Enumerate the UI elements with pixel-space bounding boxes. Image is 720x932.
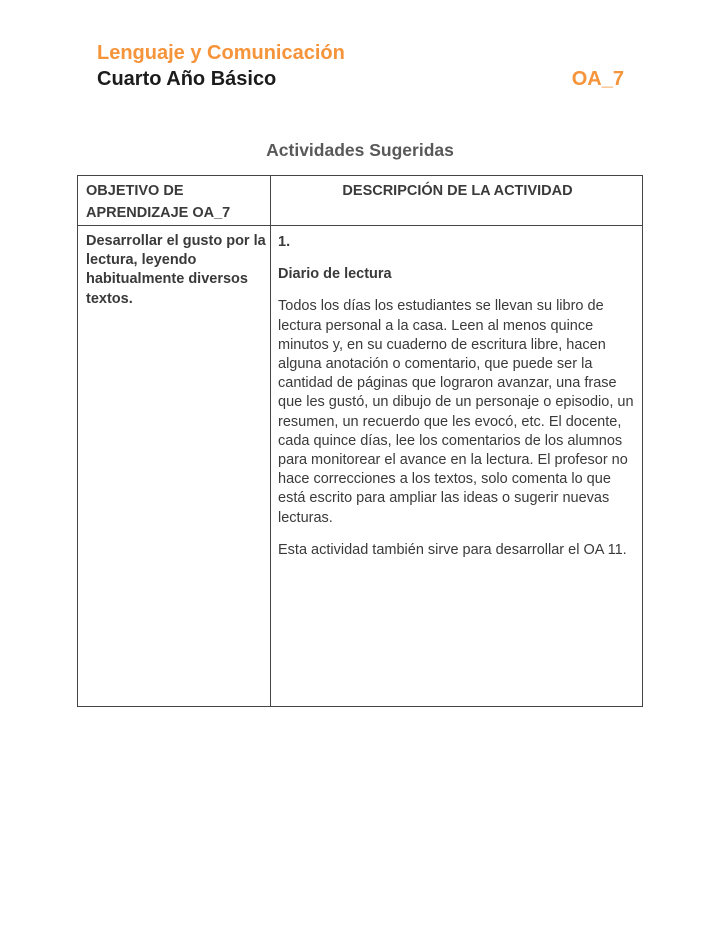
activity-note: Esta actividad también sirve para desarrollar el OA 11. — [278, 541, 627, 558]
document-header — [97, 40, 624, 92]
activity-description: Todos los días los estudiantes se llevan su libro de lectura personal a la casa. Leen al menos quince minutos y, en su cuaderno de escritura libre, hacen alguna anotación o comentario, que puede ser la cantidad de páginas que lograron avanzar, una frase que les gustó, un dibujo de un personaje o episodio, un resumen, un recuerdo que les evocó, etc. El docente, cada quince días, lee los comentarios de los alumnos para monitorear el avance en la lectura. El profesor no hace correcciones a los textos, solo comenta lo que está escrito para ampliar las ideas o sugerir nuevas lecturas. — [278, 298, 634, 526]
column-header-description: DESCRIPCIÓN DE LA ACTIVIDAD — [271, 176, 642, 226]
subject-title: Lenguaje y Comunicación — [97, 42, 345, 64]
activities-table — [77, 175, 643, 707]
objective-text: Desarrollar el gusto por la lectura, leyendo habitualmente diversos textos. — [86, 233, 266, 307]
activity-number: 1. — [278, 234, 291, 250]
activity-name: Diario de lectura — [278, 266, 392, 283]
description-cell — [271, 226, 642, 706]
objective-cell — [78, 226, 271, 706]
column-header-objective: OBJETIVO DE APRENDIZAJE OA_7 — [78, 176, 271, 226]
grade-label: Cuarto Año Básico — [97, 68, 277, 90]
page-title: Actividades Sugeridas — [266, 140, 454, 160]
grade-row — [97, 66, 624, 92]
oa-code-label: OA_7 — [571, 68, 624, 90]
